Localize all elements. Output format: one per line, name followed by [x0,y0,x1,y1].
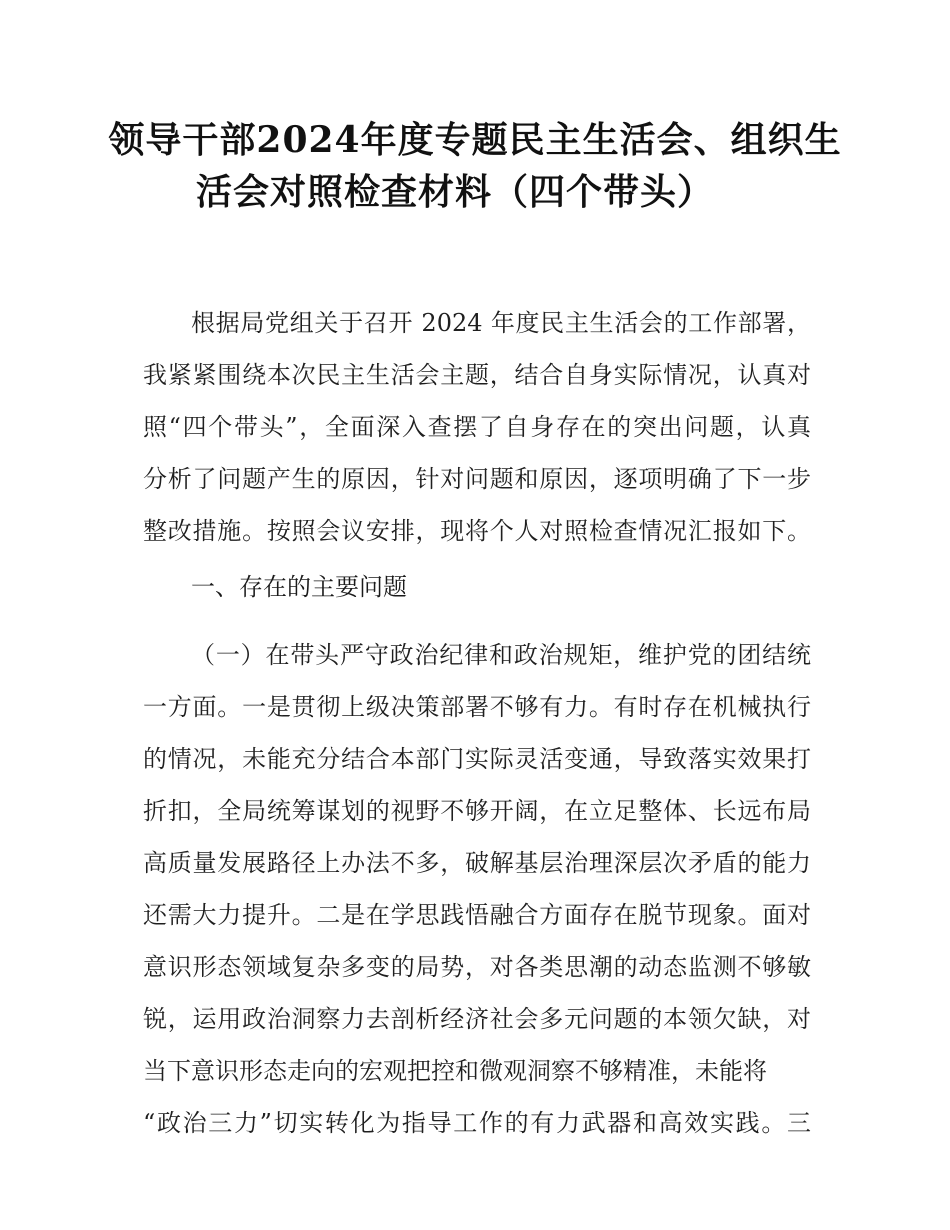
intro-paragraph-line: 照“四个带头”，全面深入查摆了自身存在的突出问题，认真 [143,413,811,441]
body-paragraph-line: 高质量发展路径上办法不多，破解基层治理深层次矛盾的能力 [143,849,811,877]
body-paragraph-line: 一方面。一是贯彻上级决策部署不够有力。有时存在机械执行 [143,693,811,721]
body-paragraph-line: 折扣，全局统筹谋划的视野不够开阔，在立足整体、长远布局 [143,797,811,825]
intro-paragraph-line: 分析了问题产生的原因，针对问题和原因，逐项明确了下一步 [143,465,811,493]
body-paragraph-line: 意识形态领域复杂多变的局势，对各类思潮的动态监测不够敏 [143,953,811,981]
intro-paragraph-line: 根据局党组关于召开 2024 年度民主生活会的工作部署， [191,309,811,337]
body-paragraph-line: 当下意识形态走向的宏观把控和微观洞察不够精准，未能将 [143,1057,767,1085]
document-title-line-1: 领导干部2024年度专题民主生活会、组织生 [108,119,842,161]
intro-paragraph-line: 整改措施。按照会议安排，现将个人对照检查情况汇报如下。 [143,517,811,545]
body-paragraph-line: （一）在带头严守政治纪律和政治规矩，维护党的团结统 [191,641,811,669]
document-title-line-2: 活会对照检查材料（四个带头） [195,171,714,213]
section-heading: 一、存在的主要问题 [191,573,407,601]
body-paragraph-line: 还需大力提升。二是在学思践悟融合方面存在脱节现象。面对 [143,901,811,929]
body-paragraph-line: “政治三力”切实转化为指导工作的有力武器和高效实践。三 [143,1109,811,1137]
intro-paragraph-line: 我紧紧围绕本次民主生活会主题，结合自身实际情况，认真对 [143,361,811,389]
body-paragraph-line: 的情况，未能充分结合本部门实际灵活变通，导致落实效果打 [143,745,811,773]
body-paragraph-line: 锐，运用政治洞察力去剖析经济社会多元问题的本领欠缺，对 [143,1005,811,1033]
